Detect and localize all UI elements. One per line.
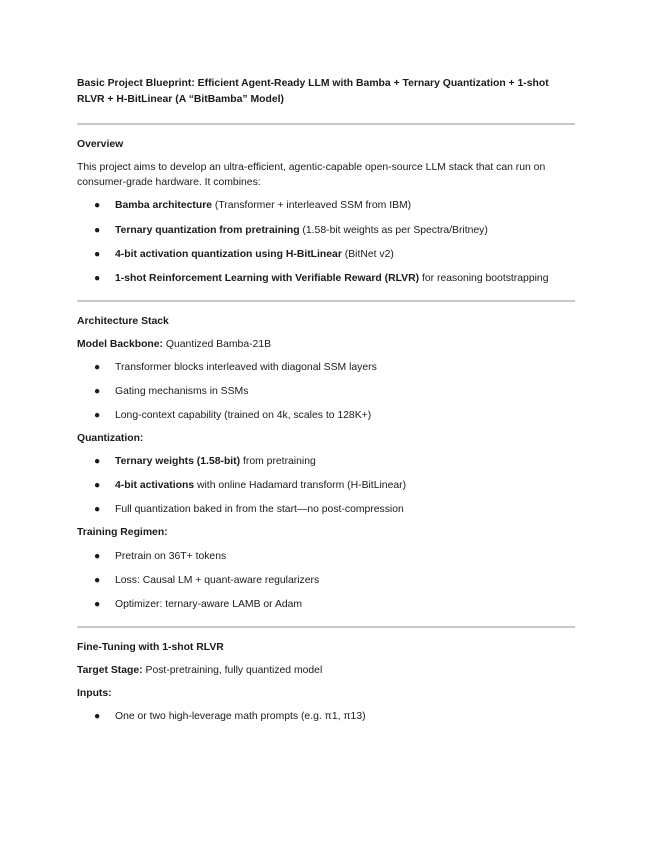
bullet-icon: ● — [94, 504, 101, 516]
item-text: Full quantization baked in from the start—no post-compression — [115, 504, 404, 516]
list-item — [77, 247, 575, 262]
bullet-icon: ● — [94, 410, 101, 422]
item-bold: Ternary weights (1.58-bit) — [115, 456, 241, 468]
list-item — [77, 478, 575, 493]
target-value: Post-pretraining, fully quantized model — [142, 664, 323, 676]
item-text: Gating mechanisms in SSMs — [115, 386, 249, 397]
target-label: Target Stage: — [77, 664, 143, 676]
list-item — [77, 573, 575, 588]
document-title: Basic Project Blueprint: Efficient Agent-Ready LLM with Bamba + Ternary Quantization + 1-shot RLVR + H-BitLinear (A “BitBamba” Model) — [77, 78, 549, 105]
item-text: Long-context capability (trained on 4k, scales to 128K+) — [115, 410, 372, 422]
quantization-list — [77, 454, 575, 517]
finetune-heading: Fine-Tuning with 1-shot RLVR — [77, 641, 224, 653]
list-item — [77, 502, 575, 517]
list-item — [77, 408, 575, 423]
backbone-value: Quantized Bamba-21B — [163, 338, 272, 350]
bullet-icon: ● — [94, 456, 101, 468]
bullet-icon: ● — [94, 224, 101, 236]
bullet-icon: ● — [94, 386, 101, 397]
bullet-icon: ● — [94, 574, 101, 586]
bullet-icon: ● — [94, 711, 101, 723]
item-text: for reasoning bootstrapping — [419, 272, 549, 284]
quantization-label: Quantization: — [77, 433, 144, 445]
backbone-list — [77, 360, 575, 423]
item-text: with online Hadamard transform (H-BitLinear) — [194, 480, 407, 492]
training-list — [77, 549, 575, 612]
list-item — [77, 549, 575, 564]
list-item — [77, 384, 575, 399]
architecture-heading: Architecture Stack — [77, 315, 169, 327]
item-bold: 4-bit activations — [115, 480, 195, 492]
item-bold: Bamba architecture — [115, 200, 213, 212]
list-item — [77, 271, 575, 286]
bullet-icon: ● — [94, 248, 101, 260]
bullet-icon: ● — [94, 480, 101, 492]
bullet-icon: ● — [94, 200, 101, 212]
bullet-icon: ● — [94, 361, 101, 373]
item-bold: 4-bit activation quantization using H-BitLinear — [115, 248, 342, 260]
section-divider — [77, 626, 575, 628]
item-bold: 1-shot Reinforcement Learning with Verifiable Reward (RLVR) — [115, 272, 420, 284]
backbone-label: Model Backbone: — [77, 338, 164, 350]
bullet-icon: ● — [94, 272, 101, 284]
item-text: Optimizer: ternary-aware LAMB or Adam — [115, 598, 303, 610]
item-text: Pretrain on 36T+ tokens — [115, 550, 227, 562]
bullet-icon: ● — [94, 550, 101, 562]
list-item — [77, 709, 575, 724]
list-item — [77, 454, 575, 469]
target-line — [77, 663, 575, 678]
section-divider — [77, 300, 575, 302]
item-text: Loss: Causal LM + quant-aware regularizers — [115, 574, 320, 586]
list-item — [77, 360, 575, 375]
item-text: from pretraining — [240, 456, 316, 468]
list-item — [77, 597, 575, 612]
item-text: Transformer blocks interleaved with diagonal SSM layers — [115, 361, 377, 373]
item-bold: Ternary quantization from pretraining — [115, 224, 300, 236]
inputs-list — [77, 709, 575, 724]
inputs-label: Inputs: — [77, 687, 112, 699]
overview-heading: Overview — [77, 139, 124, 151]
overview-intro: This project aims to develop an ultra-efficient, agentic-capable open-source LLM stack that can run on consumer-grade hardware. It combines: — [77, 162, 546, 189]
list-item — [77, 198, 575, 213]
backbone-line — [77, 337, 575, 352]
item-text: (Transformer + interleaved SSM from IBM) — [212, 200, 412, 212]
bullet-icon: ● — [94, 598, 101, 610]
document-body — [77, 76, 575, 724]
training-label: Training Regimen: — [77, 527, 168, 539]
item-text: (BitNet v2) — [341, 248, 394, 260]
section-divider — [77, 123, 575, 125]
overview-list — [77, 198, 575, 285]
list-item — [77, 223, 575, 238]
item-text: (1.58-bit weights as per Spectra/Britney) — [299, 224, 488, 236]
item-text: One or two high-leverage math prompts (e.g. π1, π13) — [115, 711, 366, 723]
